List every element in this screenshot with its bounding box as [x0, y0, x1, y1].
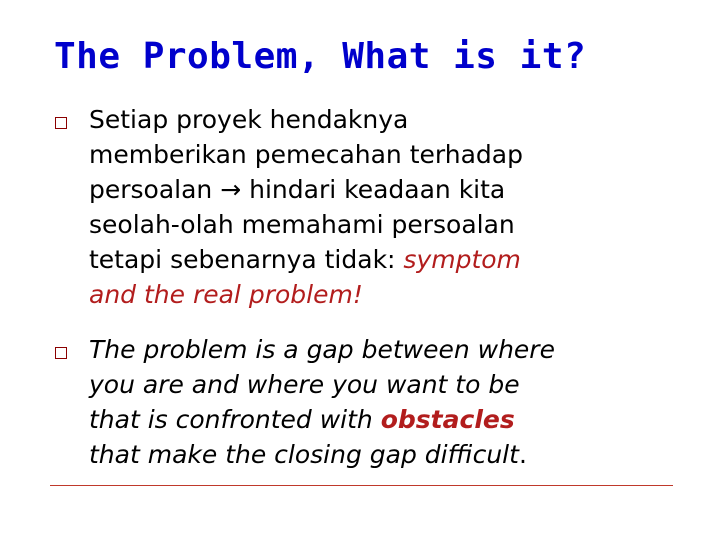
- bullet-1-red-last: and the real problem!: [89, 280, 363, 309]
- bullet-marker-1: [55, 117, 67, 129]
- bullet-2-line-2: you are and where you want to be: [89, 370, 520, 399]
- bullet-2-line-3: [89, 402, 689, 437]
- obstacles-emphasis: obstacles: [380, 405, 515, 434]
- bullet-2-line-4: [89, 437, 689, 472]
- bullet-1-line-2: memberikan pemecahan terhadap: [89, 140, 523, 169]
- bullet-2-text: [89, 332, 689, 472]
- bullet-marker-2: [55, 347, 67, 359]
- bullet-1-line-1: Setiap proyek hendaknya: [89, 105, 409, 134]
- bullet-1-text: [89, 102, 689, 312]
- bullet-1-line-4: seolah-olah memahami persoalan: [89, 210, 515, 239]
- slide-title: The Problem, What is it?: [54, 36, 587, 77]
- bullet-2-line-1: The problem is a gap between where: [89, 335, 555, 364]
- bullet-1-line-5: [89, 242, 689, 277]
- bullet-2-period: .: [518, 440, 527, 469]
- bullet-1-line-5-text: tetapi sebenarnya tidak:: [89, 245, 404, 274]
- bullet-1-red-tail: symptom: [403, 245, 521, 274]
- bullet-1-line-3: persoalan → hindari keadaan kita: [89, 175, 506, 204]
- bullet-2-line-4-text: that make the closing gap difficult: [89, 440, 519, 469]
- footer-divider: [50, 485, 673, 486]
- bullet-2-line-3-text: that is confronted with: [89, 405, 381, 434]
